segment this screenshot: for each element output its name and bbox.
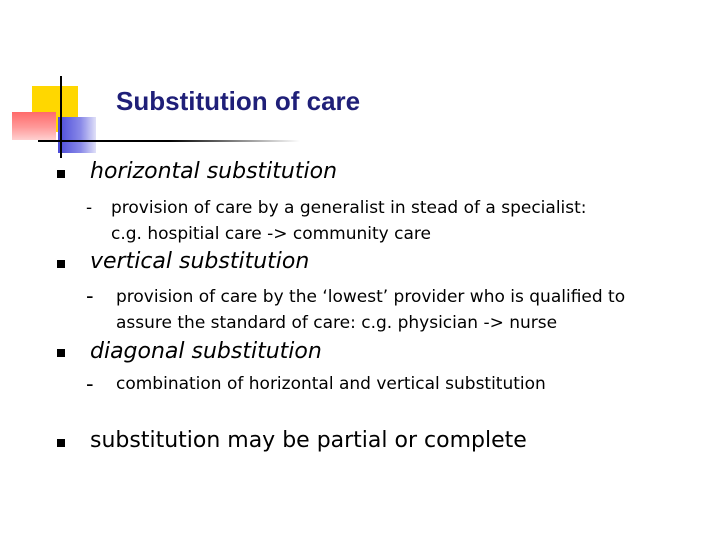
sub-text: provision of care by a generalist in stead of a specialist:: [111, 198, 587, 218]
vertical-rule: [60, 76, 62, 158]
sub-text: assure the standard of care: c.g. physician -> nurse: [116, 313, 558, 333]
sub-dash: -: [86, 284, 94, 308]
sub-text: provision of care by the ‘lowest’ provider who is qualified to: [116, 287, 626, 307]
bullet-marker: [57, 349, 65, 357]
red-square-decoration: [12, 112, 56, 140]
bullet-marker: [57, 260, 65, 268]
bullet-diagonal-substitution: diagonal substitution: [90, 339, 322, 364]
bullet-partial-or-complete: substitution may be partial or complete: [90, 428, 527, 453]
horizontal-rule: [38, 140, 300, 142]
bullet-marker: [57, 170, 65, 178]
sub-text: c.g. hospitial care -> community care: [111, 224, 431, 244]
sub-dash: -: [86, 372, 94, 396]
blue-square-decoration: [58, 117, 96, 153]
bullet-horizontal-substitution: horizontal substitution: [90, 159, 338, 184]
bullet-marker: [57, 439, 65, 447]
bullet-vertical-substitution: vertical substitution: [90, 249, 310, 274]
sub-dash: -: [86, 198, 93, 218]
sub-text: combination of horizontal and vertical substitution: [116, 374, 546, 394]
slide-title: Substitution of care: [116, 86, 361, 116]
